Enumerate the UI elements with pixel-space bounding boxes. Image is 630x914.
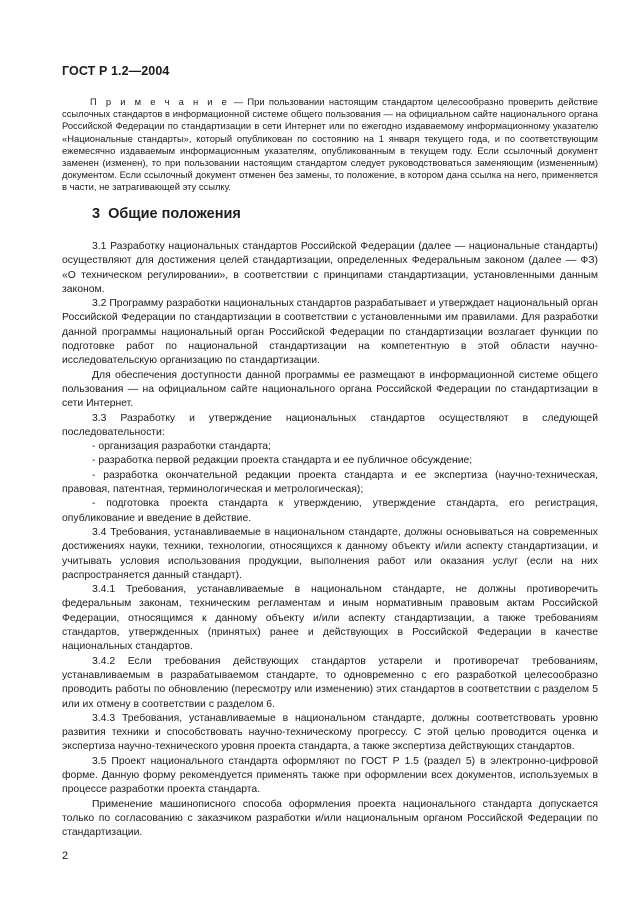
section-body: [62, 240, 598, 840]
note-label: П р и м е ч а н и е: [90, 96, 230, 107]
paragraph-3-4-1: 3.4.1 Требования, устанавливаемые в национальном стандарте, не должны противоречить федеральным законам, техническим регламентам и иным нормативным правовым актам Российской Федерации, относящимся к данному объекту и/или аспекту стандартизации, а также требованиям стандартов, утвержденных (принятых) ранее и действующих в Российской Федерации в качестве национальных стандартов.: [62, 584, 598, 653]
section-heading: [92, 206, 241, 222]
paragraph-3-2-availability: Для обеспечения доступности данной программы ее размещают в информационной системе общего пользования — на официальном сайте национального органа Российской Федерации по стандартизации в сети Интернет.: [62, 369, 598, 410]
paragraph-3-3: 3.3 Разработку и утверждение национальных стандартов осуществляют в следующей последовательности:: [62, 412, 598, 438]
paragraph-3-4: 3.4 Требования, устанавливаемые в национальном стандарте, должны основываться на современных достижениях науки, техники, технологии, относящихся к данному объекту и/или аспекту стандартизации, и учитывать условия использования продукции, выполнения работ или оказания услуг (если на них распространяется данный стандарт).: [62, 526, 598, 581]
section-title: Общие положения: [108, 206, 241, 222]
note-block: [62, 96, 598, 194]
list-item: - подготовка проекта стандарта к утверждению, утверждение стандарта, его регистрация, опубликование и введение в действие.: [62, 498, 598, 524]
note-paragraph: [62, 96, 598, 194]
section-number: 3: [92, 206, 101, 222]
paragraph-3-4-2: 3.4.2 Если требования действующих стандартов устарели и противоречат требованиям, устанавливаемым в разрабатываемом стандарте, то одновременно с его разработкой целесообразно проводить работы по обновлению (пересмотру или изменению) этих стандартов в соответствии с разделом 5 или их отмену в соответствии с разделом 6.: [62, 655, 598, 710]
note-text: — При пользовании настоящим стандартом целесообразно проверить действие ссылочных стандартов в информационной системе общего пользования — на официальном сайте национального органа Российской Федерации по стандартизации в сети Интернет или по ежегодно издаваемому информационному указателю «Национальные стандарты», который опубликован по состоянию на 1 января текущего года, и по соответствующим ежемесячно издаваемым информационным указателям, опубликованным в текущем году. Если ссылочный документ заменен (изменен), то при пользовании настоящим стандартом следует руководствоваться заменяющим (измененным) документом. Если ссылочный документ отменен без замены, то положение, в котором дана ссылка на него, применяется в части, не затрагивающей эту ссылку.: [62, 96, 598, 193]
paragraph-3-5: 3.5 Проект национального стандарта оформляют по ГОСТ Р 1.5 (раздел 5) в электронно-цифровой форме. Данную форму рекомендуется применять также при оформлении всех документов, используемых в процессе разработки проекта стандарта.: [62, 755, 598, 796]
paragraph-3-2: 3.2 Программу разработки национальных стандартов разрабатывает и утверждает национальный орган Российской Федерации по стандартизации в соответствии с установленными им правилами. Для разработки данной программы национальный орган Российской Федерации по стандартизации возлагает функции по подготовке работ по национальной стандартизации на компетентную в этой области научно-исследовательскую организацию по стандартизации.: [62, 298, 598, 367]
paragraph-3-4-3: 3.4.3 Требования, устанавливаемые в национальном стандарте, должны соответствовать уровню развития техники и способствовать научно-техническому прогрессу. С этой целью проводится оценка и экспертиза научно-технического уровня проекта стандарта, а также экспертиза действующих стандартов.: [62, 712, 598, 753]
list-item: - разработка окончательной редакции проекта стандарта и ее экспертиза (научно-техническая, правовая, патентная, терминологическая и метрологическая);: [62, 469, 598, 496]
paragraph-3-1: 3.1 Разработку национальных стандартов Российской Федерации (далее — национальные стандарты) осуществляют для достижения целей стандартизации, определенных Федеральным законом (далее — ФЗ) «О техническом регулировании», в соответствии с принципами стандартизации, установленными данным законом.: [62, 241, 598, 295]
paragraph-3-5-typewriting: Применение машинописного способа оформления проекта национального стандарта допускается только по согласованию с заказчиком разработки и/или национальным органом Российской Федерации по стандартизации.: [62, 798, 598, 839]
page-number: 2: [62, 850, 69, 862]
list-item: - разработка первой редакции проекта стандарта и ее публичное обсуждение;: [92, 455, 473, 467]
document-code-header: ГОСТ Р 1.2—2004: [62, 64, 170, 78]
list-item: - организация разработки стандарта;: [92, 441, 271, 453]
